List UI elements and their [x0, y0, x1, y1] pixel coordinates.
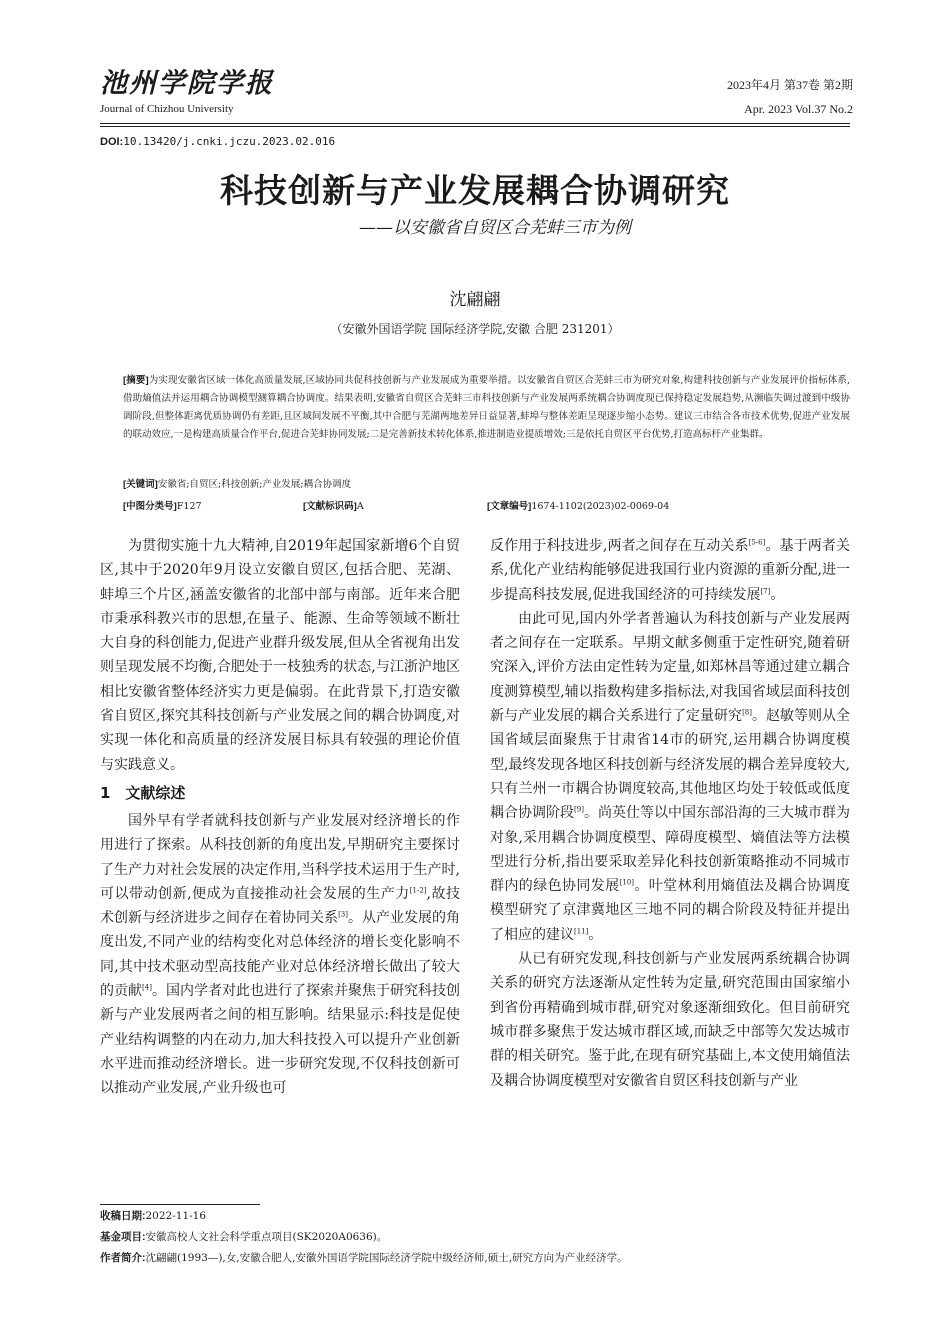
doi-value[interactable]: 10.13420/j.cnki.jczu.2023.02.016	[123, 135, 336, 148]
citation[interactable]: [1-2]	[409, 886, 427, 895]
keywords-text: 安徽省;自贸区;科技创新;产业发展;耦合协调度	[157, 479, 352, 490]
received-value: 2022-11-16	[145, 1210, 207, 1222]
body-text: 。叶堂林利用熵值法及耦合协调度模型研究了京津冀地区三地不同的耦合阶段及特征并提出了相应的建议	[490, 878, 850, 943]
fund-label: 基金项目:	[100, 1231, 146, 1243]
abstract	[123, 372, 850, 444]
doc-code-label: [文献标识码]	[303, 501, 357, 512]
doi-label: DOI:	[100, 136, 124, 148]
paper-subtitle: ——以安徽省自贸区合芜蚌三市为例	[359, 218, 631, 238]
abstract-label: [摘要]	[123, 375, 149, 386]
article-number-label: [文章编号]	[487, 501, 532, 512]
citation[interactable]: [9]	[574, 805, 584, 814]
body-text: 反作用于科技进步,两者之间存在互动关系	[490, 538, 749, 554]
body-text: 。赵敏等则从全国省域层面聚焦于甘肃省14市的研究,运用耦合协调度模型,最终发现各地区科技创新与经济发展的耦合差异度较大,只有兰州一市耦合协调度较高,其他地区均处于较低或低度耦合协调阶段	[490, 708, 851, 822]
body-paragraph: 从已有研究发现,科技创新与产业发展两系统耦合协调关系的研究方法逐渐从定性转为定量,研究范围由国家缩小到省份再精确到城市群,研究对象逐渐细致化。但目前研究城市群多聚焦于发达城市群区域,而缺乏中部等欠发达城市群的相关研究。鉴于此,在现有研究基础上,本文使用熵值法及耦合协调度模型对安徽省自贸区科技创新与产业	[490, 951, 850, 1089]
doi	[100, 135, 335, 148]
issue-info-cn: 2023年4月 第37卷 第2期	[726, 78, 853, 92]
clc-number	[123, 498, 202, 512]
body-paragraph	[490, 607, 850, 947]
header-rule	[100, 123, 850, 124]
citation[interactable]: [5-6]	[748, 538, 766, 547]
article-number-value: 1674-1102(2023)02-0069-04	[531, 501, 670, 512]
author-affiliation: （安徽外国语学院 国际经济学院,安徽 合肥 231201）	[330, 322, 620, 336]
footnote-rule	[100, 1204, 260, 1205]
body-text: ,故技术创新与经济进步之间存在着协同关系	[100, 885, 460, 927]
intro-paragraph: 为贯彻实施十九大精神,自2019年起国家新增6个自贸区,其中于2020年9月设立安徽自贸区,包括合肥、芜湖、蚌埠三个片区,涵盖安徽省的北部中部与南部。近年来合肥市秉承科教兴市的思想,在量子、能源、生命等领域不断壮大自身的科创能力,促进产业群升级发展,但从全省视角出发则呈现发展不均衡,合肥处于一枝独秀的状态,与江浙沪地区相比安徽省整体经济实力更是偏弱。在此背景下,打造安徽省自贸区,探究其科技创新与产业发展之间的耦合协调度,对实现一体化和高质量的经济发展目标具有较强的理论价值与实践意义。	[100, 538, 460, 773]
clc-label: [中图分类号]	[123, 501, 177, 512]
body-left-column	[100, 534, 460, 1101]
author-bio-label: 作者简介:	[100, 1252, 146, 1264]
journal-name-en: Journal of Chizhou University	[100, 103, 234, 115]
body-text: 。	[588, 926, 603, 943]
received-label: 收稿日期:	[100, 1210, 146, 1222]
citation[interactable]: [4]	[142, 983, 152, 992]
body-text: 。尚英仕等以中国东部沿海的三大城市群为对象,采用耦合协调度模型、障碍度模型、熵值法等方法模型进行分析,指出要采取差异化科技创新策略推动不同城市群内的绿色协同发展	[490, 805, 851, 895]
fund-info	[100, 1229, 387, 1244]
received-date	[100, 1208, 206, 1223]
author-bio-value: 沈翩翩(1993—),女,安徽合肥人,安徽外国语学院国际经济学院中级经济师,硕士,研究方向为产业经济学。	[145, 1252, 628, 1264]
author-bio	[100, 1250, 628, 1265]
section-heading: 1 文献综述	[100, 783, 186, 802]
body-text: 。从产业发展的角度出发,不同产业的结构变化对总体经济的增长变化影响不同,其中技术驱动型高技能产业对总体经济增长做出了较大的贡献	[100, 910, 461, 1000]
keywords	[123, 476, 351, 490]
body-paragraph-continued	[490, 534, 850, 607]
body-paragraph	[100, 809, 460, 1101]
citation[interactable]: [10]	[619, 878, 634, 887]
citation[interactable]: [7]	[760, 586, 771, 595]
body-text: 。基于两者关系,优化产业结构能够促进我国行业内资源的重新分配,进一步提高科技发展,促进我国经济的可持续发展	[490, 538, 851, 603]
paper-title: 科技创新与产业发展耦合协调研究	[220, 171, 730, 210]
keywords-label: [关键词]	[123, 479, 158, 490]
body-right-column	[490, 534, 850, 1093]
citation[interactable]: [3]	[338, 910, 348, 919]
article-number	[487, 498, 669, 512]
doc-code-value: A	[356, 501, 364, 512]
body-text: 。	[770, 586, 785, 603]
clc-value: F127	[176, 501, 202, 512]
header-rule-2	[100, 126, 850, 127]
author-name: 沈翩翩	[449, 290, 501, 310]
body-text: 由此可见,国内外学者普遍认为科技创新与产业发展两者之间存在一定联系。早期文献多侧重于定性研究,随着研究深入,评价方法由定性转为定量,如郑林昌等通过建立耦合度测算模型,辅以指数构建多指标法,对我国省域层面科技创新与产业发展的耦合关系进行了定量研究	[490, 610, 850, 725]
body-text: 。国内学者对此也进行了探索并聚焦于研究科技创新与产业发展两者之间的相互影响。结果显示:科技是促使产业结构调整的内在动力,加大科技投入可以提升产业创新水平进而推动经济增长。进一步研究发现,不仅科技创新可以推动产业发展,产业升级也可	[100, 983, 461, 1097]
journal-logo: 池州学院学报	[100, 68, 274, 99]
issue-info-en: Apr. 2023 Vol.37 No.2	[744, 102, 853, 116]
fund-value: 安徽高校人文社会科学重点项目(SK2020A0636)。	[145, 1231, 388, 1243]
citation[interactable]: [8]	[742, 708, 752, 717]
abstract-text: 为实现安徽省区域一体化高质量发展,区域协同共促科技创新与产业发展成为重要举措。以安徽省自贸区合芜蚌三市为研究对象,构建科技创新与产业发展评价指标体系,借助熵值法并运用耦合协调模型测算耦合协调度。结果表明,安徽省自贸区合芜蚌三市科技创新与产业发展两系统耦合协调度现已保持稳定发展趋势,从濒临失调过渡到中级协调阶段,但整体距离优质协调仍有差距,且区域间发展不平衡,其中合肥与芜湖两地差异日益显著,蚌埠与整体差距呈现逐步缩小态势。建议三市结合各市技术优势,促进产业发展的联动效应,一是构建高质量合作平台,促进合芜蚌协同发展;二是完善新技术转化体系,推进制造业提质增效;三是依托自贸区平台优势,打造高标杆产业集群。	[123, 375, 851, 440]
body-text: 国外早有学者就科技创新与产业发展对经济增长的作用进行了探索。从科技创新的角度出发,早期研究主要探讨了生产力对社会发展的决定作用,当科学技术运用于生产时,可以带动创新,便成为直接推动社会发展的生产力	[100, 812, 460, 902]
citation[interactable]: [11]	[574, 927, 589, 936]
document-code	[303, 498, 364, 512]
